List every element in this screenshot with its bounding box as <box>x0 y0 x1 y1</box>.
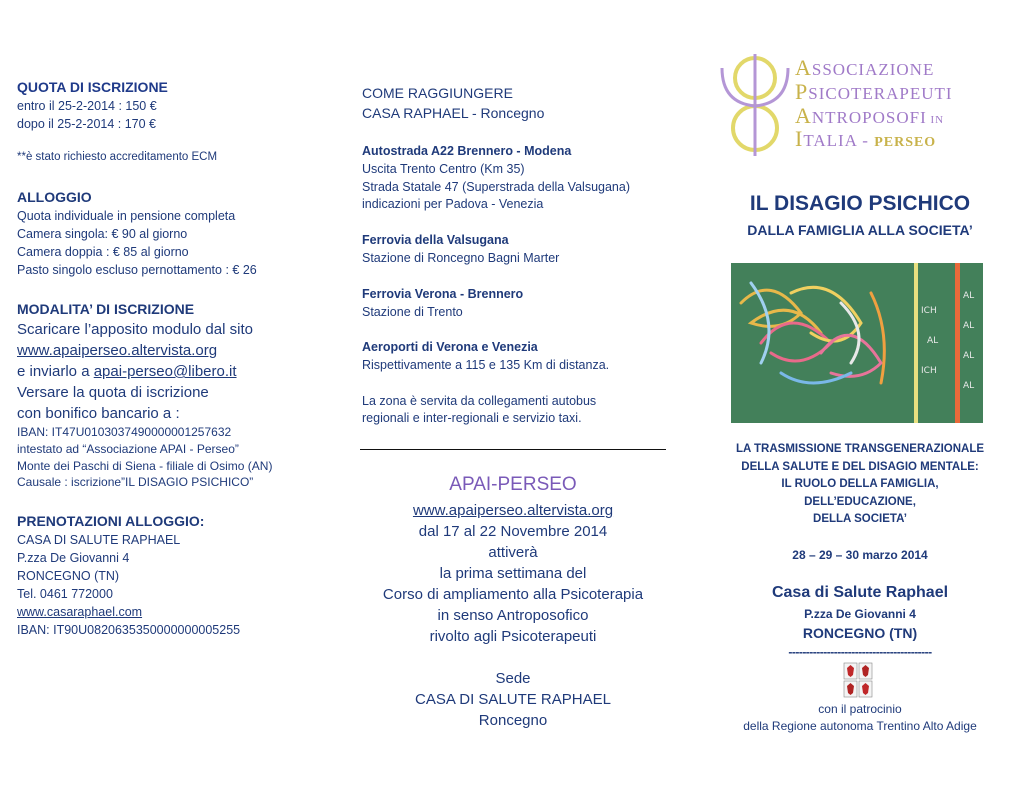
quota-line-1: entro il 25-2-2014 : 150 € <box>17 99 157 113</box>
apaiperseo-link[interactable]: www.apaiperseo.altervista.org <box>17 342 218 359</box>
come-subtitle: CASA RAPHAEL - Roncegno <box>362 105 545 121</box>
aeroporti-line: Rispettivamente a 115 e 135 Km di distanza. <box>362 358 610 372</box>
modalita-line: e inviarlo a <box>17 363 94 380</box>
bank-line: intestato ad “Associazione APAI - Perseo” <box>17 442 239 456</box>
prenotazioni-line: Tel. 0461 772000 <box>17 587 113 601</box>
bank-line: IBAN: IT47U0103037490000001257632 <box>17 425 232 439</box>
apai-title: APAI-PERSEO <box>449 474 577 495</box>
logo-line: ITALIA - PERSEO <box>795 126 937 151</box>
ferrovia-brennero-title: Ferrovia Verona - Brennero <box>362 287 524 301</box>
prenotazioni-title: PRENOTAZIONI ALLOGGIO: <box>17 513 205 529</box>
modalita-title: MODALITA’ DI ISCRIZIONE <box>17 301 195 317</box>
svg-text:AL: AL <box>963 351 975 361</box>
quota-title: QUOTA DI ISCRIZIONE <box>17 79 168 95</box>
autostrada-title: Autostrada A22 Brennero - Modena <box>362 144 572 158</box>
venue-name: Casa di Salute Raphael <box>771 584 949 601</box>
svg-text:AL: AL <box>963 321 975 331</box>
alloggio-title: ALLOGGIO <box>17 189 92 205</box>
prenotazioni-line: RONCEGNO (TN) <box>17 569 120 583</box>
alloggio-line: Pasto singolo escluso pernottamento : € 26 <box>17 263 257 277</box>
prenotazioni-line: CASA DI SALUTE RAPHAEL <box>17 533 181 547</box>
autostrada-line: indicazioni per Padova - Venezia <box>362 197 544 211</box>
autostrada-line: Strada Statale 47 (Superstrada della Valsugana) <box>362 180 630 194</box>
ferrovia-brennero-line: Stazione di Trento <box>362 305 463 319</box>
zona-line: regionali e inter-regionali e servizio taxi. <box>362 411 582 425</box>
logo-line: PSICOTERAPEUTI <box>795 79 953 104</box>
svg-text:ICH: ICH <box>921 306 937 316</box>
apai-line: attiverà <box>488 544 538 561</box>
sede-line: Sede <box>495 670 531 687</box>
blackboard-image <box>731 263 983 423</box>
apai-line: dal 17 al 22 Novembre 2014 <box>418 523 608 540</box>
prenotazioni-line: P.zza De Giovanni 4 <box>17 551 130 565</box>
aeroporti-title: Aeroporti di Verona e Venezia <box>362 340 538 354</box>
apai-link[interactable]: www.apaiperseo.altervista.org <box>412 502 614 519</box>
quota-line-2: dopo il 25-2-2014 : 170 € <box>17 117 156 131</box>
trasmissione-line: IL RUOLO DELLA FAMIGLIA, <box>781 478 939 490</box>
sede-line: Roncegno <box>478 712 548 729</box>
logo-line: ANTROPOSOFI IN <box>795 103 945 128</box>
svg-text:AL: AL <box>927 336 939 346</box>
casaraphael-link[interactable]: www.casaraphael.com <box>17 605 143 619</box>
modalita-line: con bonifico bancario a : <box>17 405 180 422</box>
association-logo-symbol <box>716 48 794 160</box>
bank-line: Monte dei Paschi di Siena - filiale di Osimo (AN) <box>17 459 273 473</box>
trasmissione-block <box>717 441 1003 529</box>
ecm-note: **è stato richiesto accreditamento ECM <box>17 151 218 163</box>
modalita-line: Scaricare l’apposito modulo dal sito <box>17 321 253 338</box>
divider-line <box>360 449 666 450</box>
sede-line: CASA DI SALUTE RAPHAEL <box>415 691 611 708</box>
blackboard-drawing <box>731 263 983 423</box>
venue-address: P.zza De Giovanni 4 <box>804 607 916 621</box>
trasmissione-line: DELLA SALUTE E DEL DISAGIO MENTALE: <box>741 460 979 473</box>
modalita-email-line <box>17 363 237 380</box>
apai-line: in senso Antroposofico <box>437 607 589 624</box>
coat-of-arms-icon <box>843 662 873 698</box>
alloggio-line: Camera singola: € 90 al giorno <box>17 227 188 241</box>
autostrada-line: Uscita Trento Centro (Km 35) <box>362 162 525 176</box>
trasmissione-line: LA TRASMISSIONE TRANSGENERAZIONALE <box>735 443 985 455</box>
patrocinio-line: con il patrocinio <box>818 702 902 716</box>
svg-text:AL: AL <box>963 291 975 301</box>
apai-block <box>360 473 666 731</box>
alloggio-line: Quota individuale in pensione completa <box>17 209 236 223</box>
venue-city: RONCEGNO (TN) <box>802 625 918 641</box>
trasmissione-line: DELLA SOCIETA’ <box>813 513 907 525</box>
alloggio-line: Camera doppia : € 85 al giorno <box>17 245 189 259</box>
dashed-separator: ----------------------------------------- <box>788 645 932 659</box>
apai-line: Corso di ampliamento alla Psicoterapia <box>382 586 644 603</box>
email-link[interactable]: apai-perseo@libero.it <box>93 363 237 380</box>
ferrovia-valsugana-line: Stazione di Roncegno Bagni Marter <box>362 251 560 265</box>
patrocinio-line: della Regione autonoma Trentino Alto Adige <box>743 719 977 733</box>
ferrovia-valsugana-title: Ferrovia della Valsugana <box>362 233 509 247</box>
come-title: COME RAGGIUNGERE <box>362 85 513 101</box>
modalita-line: Versare la quota di iscrizione <box>17 384 209 401</box>
logo-line: ASSOCIAZIONE <box>795 55 935 80</box>
main-title: IL DISAGIO PSICHICO <box>749 192 971 215</box>
event-dates: 28 – 29 – 30 marzo 2014 <box>792 548 928 562</box>
zona-line: La zona è servita da collegamenti autobus <box>362 394 597 408</box>
bank-line: Causale : iscrizione”IL DISAGIO PSICHICO” <box>17 475 254 489</box>
svg-text:AL: AL <box>963 381 975 391</box>
subtitle: DALLA FAMIGLIA ALLA SOCIETA’ <box>747 222 973 238</box>
apai-line: rivolto agli Psicoterapeuti <box>429 628 597 645</box>
prenotazioni-iban: IBAN: IT90U0820635350000000005255 <box>17 623 241 637</box>
svg-text:ICH: ICH <box>921 366 937 376</box>
trasmissione-line: DELL’EDUCAZIONE, <box>804 495 916 508</box>
apai-line: la prima settimana del <box>439 565 587 582</box>
